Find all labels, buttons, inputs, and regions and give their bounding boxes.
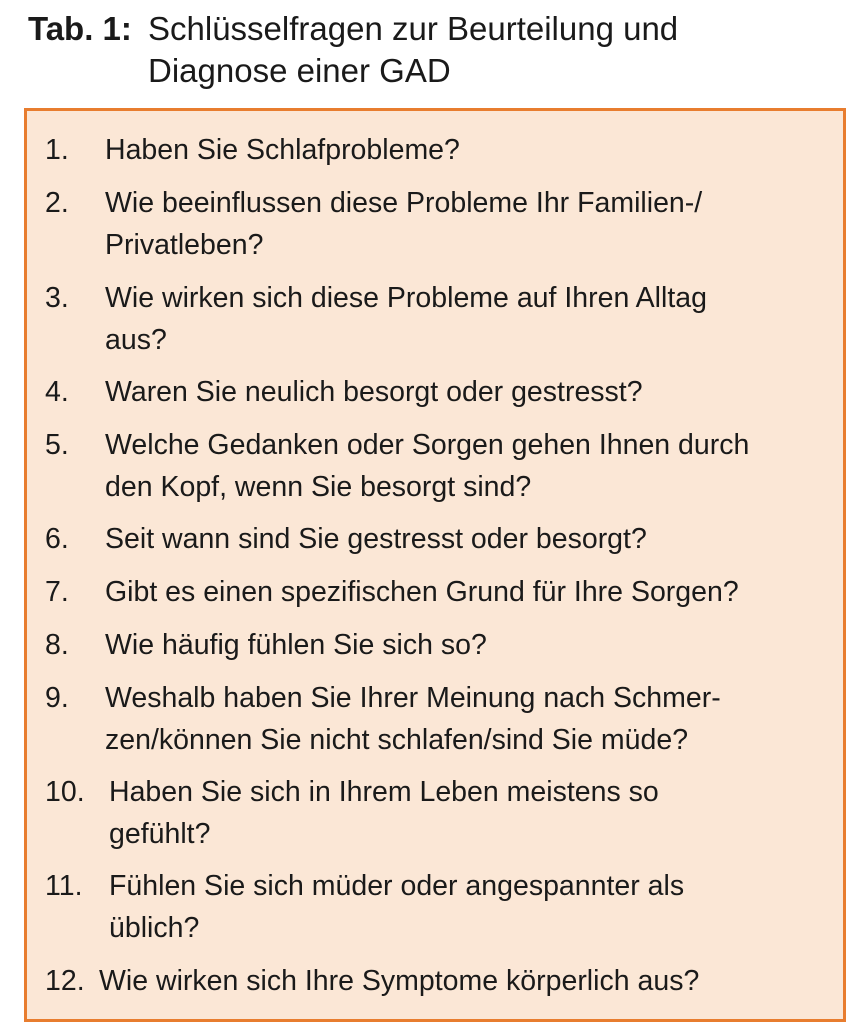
question-number: 9. — [45, 682, 69, 714]
question-number: 11. — [45, 870, 83, 902]
table-label: Tab. 1: — [28, 10, 132, 47]
question-text — [105, 277, 835, 361]
question-text-line: aus? — [105, 324, 167, 356]
question-text — [105, 571, 835, 613]
question-number: 12. — [45, 965, 85, 997]
question-number: 5. — [45, 429, 69, 461]
question-text — [105, 677, 835, 761]
question-text-line: Weshalb haben Sie Ihrer Meinung nach Schmer- — [105, 682, 721, 714]
question-text-line: Privatleben? — [105, 229, 264, 261]
question-text — [99, 960, 829, 1002]
question-text-line: Waren Sie neulich besorgt oder gestresst? — [105, 376, 643, 408]
question-number: 8. — [45, 629, 69, 661]
question-text — [105, 182, 835, 266]
table-title-line-1: Schlüsselfragen zur Beurteilung und — [148, 10, 679, 47]
question-text-line: zen/können Sie nicht schlafen/sind Sie müde? — [105, 724, 689, 756]
question-text — [105, 518, 835, 560]
question-text — [105, 371, 835, 413]
question-text-line: Haben Sie Schlafprobleme? — [105, 134, 460, 166]
table-title — [148, 8, 828, 92]
question-text-line: Welche Gedanken oder Sorgen gehen Ihnen durch — [105, 429, 750, 461]
question-text-line: den Kopf, wenn Sie besorgt sind? — [105, 471, 532, 503]
question-text-line: gefühlt? — [109, 818, 211, 850]
question-text — [109, 865, 839, 949]
question-text — [109, 771, 839, 855]
question-text-line: Wie wirken sich diese Probleme auf Ihren Alltag — [105, 282, 707, 314]
question-text-line: Haben Sie sich in Ihrem Leben meistens so — [109, 776, 659, 808]
question-text — [105, 129, 835, 171]
question-number: 10. — [45, 776, 85, 808]
question-text-line: Wie beeinflussen diese Probleme Ihr Familien-/ — [105, 187, 703, 219]
question-number: 3. — [45, 282, 69, 314]
question-text-line: Wie wirken sich Ihre Symptome körperlich aus? — [99, 965, 700, 997]
question-text-line: üblich? — [109, 912, 200, 944]
table-title-line-2: Diagnose einer GAD — [148, 52, 451, 89]
question-number: 7. — [45, 576, 69, 608]
question-number: 6. — [45, 523, 69, 555]
question-text-line: Gibt es einen spezifischen Grund für Ihre Sorgen? — [105, 576, 739, 608]
question-text — [105, 424, 835, 508]
questions-box — [24, 108, 846, 1022]
question-text-line: Seit wann sind Sie gestresst oder besorgt? — [105, 523, 647, 555]
question-text-line: Wie häufig fühlen Sie sich so? — [105, 629, 487, 661]
question-number: 2. — [45, 187, 69, 219]
question-number: 4. — [45, 376, 69, 408]
question-text-line: Fühlen Sie sich müder oder angespannter als — [109, 870, 685, 902]
question-number: 1. — [45, 134, 69, 166]
question-text — [105, 624, 835, 666]
